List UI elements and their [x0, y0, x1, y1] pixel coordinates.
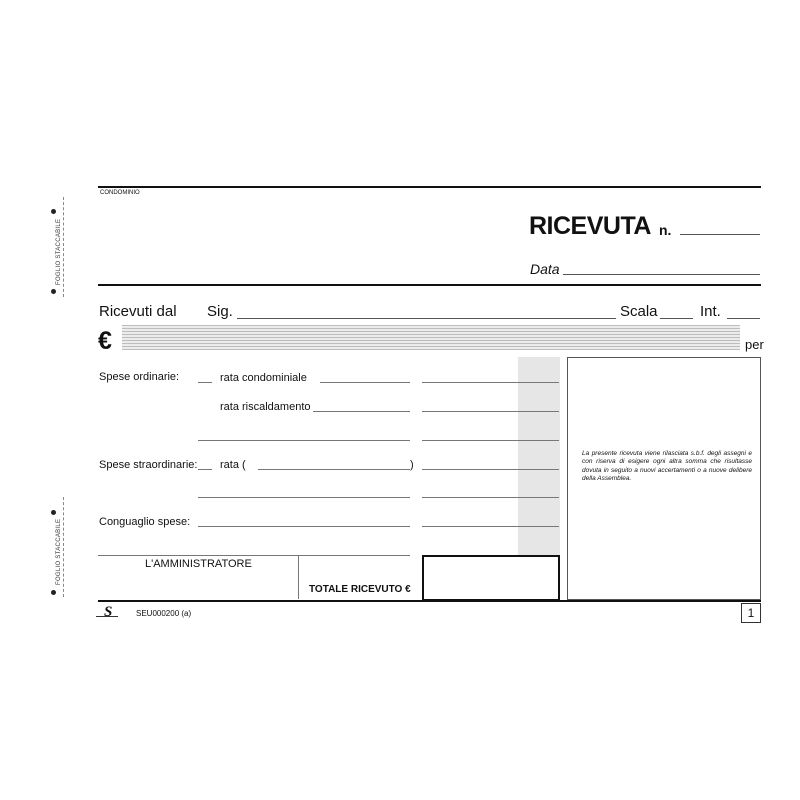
perforation-hole — [51, 289, 56, 294]
top-border — [98, 186, 761, 188]
ordinary-expenses-label: Spese ordinarie: — [99, 371, 180, 383]
perforation-hole — [51, 209, 56, 214]
row-line — [198, 382, 212, 383]
perforation-hole — [51, 510, 56, 515]
total-received-label: TOTALE RICEVUTO € — [309, 584, 411, 595]
notice-box — [567, 357, 761, 600]
number-field[interactable] — [680, 234, 760, 235]
date-field[interactable] — [563, 274, 760, 275]
row-line — [198, 469, 212, 470]
form-code: SEU000200 (a) — [136, 609, 192, 618]
administrator-label: L'AMMINISTRATORE — [145, 558, 252, 570]
amount-field[interactable] — [422, 411, 559, 412]
brand-swoosh — [96, 616, 118, 617]
rata-label: rata ( — [220, 459, 246, 471]
amount-in-words-field[interactable] — [122, 325, 740, 350]
amount-field[interactable] — [422, 382, 559, 383]
rata-close-paren: ) — [410, 459, 414, 471]
adjustment-label: Conguaglio spese: — [99, 516, 191, 528]
receipt-title: RICEVUTA — [529, 212, 651, 240]
rata-condominiale-field[interactable] — [320, 382, 410, 383]
rata-description-field[interactable] — [258, 469, 410, 470]
perforation-hole — [51, 590, 56, 595]
per-label: per — [745, 337, 764, 352]
number-label: n. — [659, 222, 672, 238]
adjustment-field[interactable] — [198, 526, 410, 527]
blank-row-field[interactable] — [198, 440, 410, 441]
footer-line — [98, 600, 761, 602]
int-label: Int. — [700, 303, 721, 320]
int-field[interactable] — [727, 318, 760, 319]
header-divider — [98, 284, 761, 286]
total-amount-box[interactable] — [422, 555, 560, 601]
euro-symbol: € — [98, 327, 112, 355]
amount-field[interactable] — [422, 469, 559, 470]
brand-logo: S — [104, 604, 113, 620]
signature-top-line — [98, 555, 410, 556]
amount-field[interactable] — [422, 440, 559, 441]
amount-field[interactable] — [422, 526, 559, 527]
tear-off-label: FOGLIO STACCABILE — [56, 518, 62, 585]
perforation-line — [63, 497, 64, 597]
signature-divider — [298, 555, 299, 599]
scala-field[interactable] — [660, 318, 693, 319]
scala-label: Scala — [620, 303, 658, 320]
rata-riscaldamento-label: rata riscaldamento — [220, 401, 311, 413]
tear-off-label: FOGLIO STACCABILE — [56, 218, 62, 285]
condominio-label: CONDOMINIO — [100, 190, 140, 196]
page-number: 1 — [747, 606, 755, 620]
amount-field[interactable] — [422, 497, 559, 498]
perforation-line — [63, 197, 64, 297]
extraordinary-expenses-label: Spese straordinarie: — [99, 459, 198, 471]
rata-condominiale-label: rata condominiale — [220, 372, 307, 384]
received-from-label: Ricevuti dal — [99, 303, 177, 320]
rata-riscaldamento-field[interactable] — [313, 411, 410, 412]
name-field[interactable] — [237, 318, 616, 319]
page-number-box — [741, 603, 761, 623]
sig-label: Sig. — [207, 303, 233, 320]
date-label: Data — [530, 261, 560, 277]
blank-row-field[interactable] — [198, 497, 410, 498]
notice-text: La presente ricevuta viene rilasciata s.b.f. degli assegni e con riserva di esigere ogni altra somma che risultasse dovuta in seguito a nuovi accertamenti o a nuove delibere della Assemblea. — [582, 450, 752, 482]
